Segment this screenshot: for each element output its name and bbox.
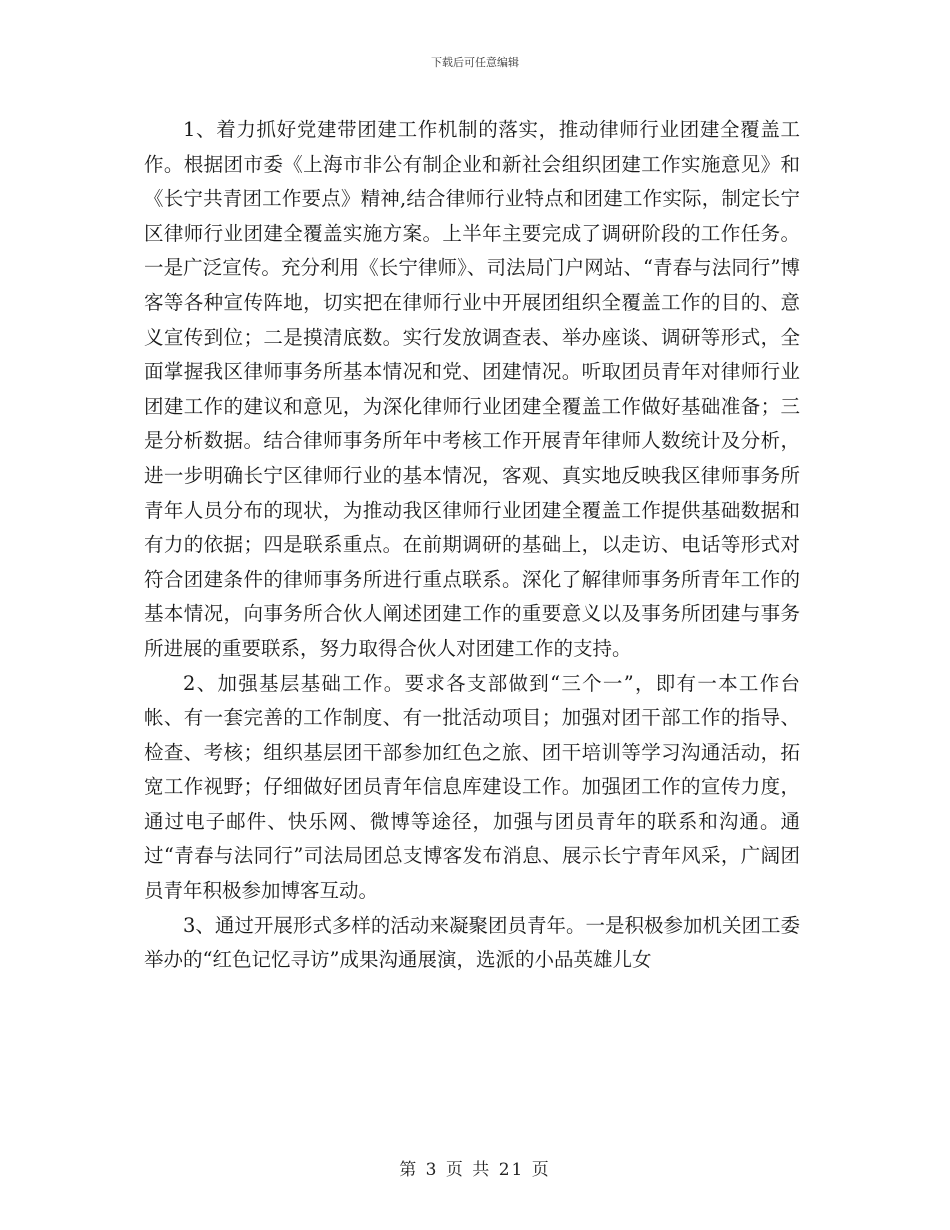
paragraph-3: 3、通过开展形式多样的活动来凝聚团员青年。一是积极参加机关团工委举办的“红色记忆寻访”成果沟通展演，选派的小品英雄儿女 (144, 913, 800, 972)
paragraph-1: 1、着力抓好党建带团建工作机制的落实，推动律师行业团建全覆盖工作。根据团市委《上海市非公有制企业和新社会组织团建工作实施意见》和《长宁共青团工作要点》精神,结合律师行业特点和团建工作实际，制定长宁区律师行业团建全覆盖实施方案。上半年主要完成了调研阶段的工作任务。一是广泛宣传。充分利用《长宁律师》、司法局门户网站、“青春与法同行”博客等各种宣传阵地，切实把在律师行业中开展团组织全覆盖工作的目的、意义宣传到位；二是摸清底数。实行发放调查表、举办座谈、调研等形式，全面掌握我区律师事务所基本情况和党、团建情况。听取团员青年对律师行业团建工作的建议和意见，为深化律师行业团建全覆盖工作做好基础准备；三是分析数据。结合律师事务所年中考核工作开展青年律师人数统计及分析，进一步明确长宁区律师行业的基本情况，客观、真实地反映我区律师事务所青年人员分布的现状，为推动我区律师行业团建全覆盖工作提供基础数据和有力的依据；四是联系重点。在前期调研的基础上，以走访、电话等形式对符合团建条件的律师事务所进行重点联系。深化了解律师事务所青年工作的基本情况，向事务所合伙人阐述团建工作的重要意义以及事务所团建与事务所进展的重要联系，努力取得合伙人对团建工作的支持。 (144, 118, 800, 660)
page-number: 第 3 页 共 21 页 (399, 1160, 551, 1180)
page-header-note: 下载后可任意编辑 (431, 56, 519, 69)
paragraph-2: 2、加强基层基础工作。要求各支部做到“三个一”，即有一本工作台帐、有一套完善的工作制度、有一批活动项目；加强对团干部工作的指导、检查、考核；组织基层团干部参加红色之旅、团干培训等学习沟通活动，拓宽工作视野；仔细做好团员青年信息库建设工作。加强团工作的宣传力度，通过电子邮件、快乐网、微博等途径，加强与团员青年的联系和沟通。通过“青春与法同行”司法局团总支博客发布消息、展示长宁青年风采，广阔团员青年积极参加博客互动。 (144, 671, 800, 903)
document-body (144, 113, 800, 978)
